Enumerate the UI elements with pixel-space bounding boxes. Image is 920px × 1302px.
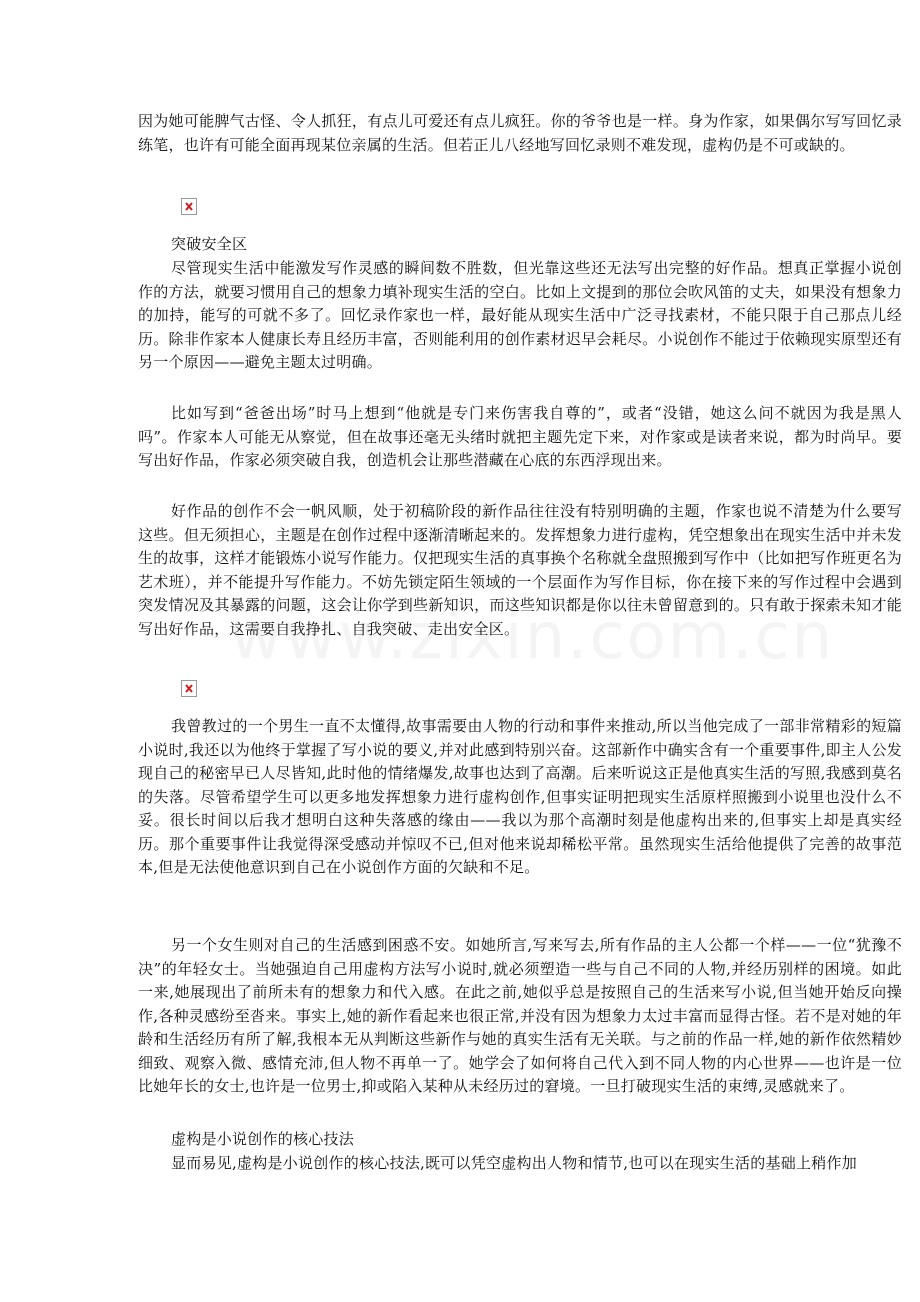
paragraph-example: 比如写到“爸爸出场”时马上想到“他就是专门来伤害我自尊的”，或者“没错，她这么问不就因为我是黑人吗”。作家本人可能无从察觉，但在故事还毫无头绪时就把主题先定下来，对作家或是读者来说，都为时尚早。要写出好作品，作家必须突破自我，创造机会让那些潜藏在心底的东西浮现出来。 [138,404,902,469]
paragraph-fiction-core: 显而易见,虚构是小说创作的核心技法,既可以凭空虚构出人物和情节,也可以在现实生活的基础上稍作加 [171,1154,858,1172]
paragraph-male-student: 我曾教过的一个男生一直不太懂得,故事需要由人物的行动和事件来推动,所以当他完成了一部非常精彩的短篇小说时,我还以为他终于掌握了写小说的要义,并对此感到特别兴奋。这部新作中确实含有一个重要事件,即主人公发现自己的秘密早已人尽皆知,此时他的情绪爆发,故事也达到了高潮。后来听说这正是他真实生活的写照,我感到莫名的失落。尽管希望学生可以更多地发挥想象力进行虚构创作,但事实证明把现实生活原样照搬到小说里也没什么不妥。很长时间以后我才想明白这种失落感的缘由——我以为那个高潮时刻是他虚构出来的,但事实上却是真实经历。那个重要事件让我觉得深受感动并惊叹不已,但对他来说却稀松平常。虽然现实生活给他提供了完善的故事范本,但是无法使他意识到自己在小说创作方面的欠缺和不足。 [138,717,902,876]
paragraph-female-student: 另一个女生则对自己的生活感到困惑不安。如她所言,写来写去,所有作品的主人公都一个样——一位“犹豫不决”的年轻女士。当她强迫自己用虚构方法写小说时,就必须塑造一些与自己不同的人物,并经历别样的困境。如此一来,她展现出了前所未有的想象力和代入感。在此之前,她似乎总是按照自己的生活来写小说,但当她开始反向操作,各种灵感纷至沓来。事实上,她的新作看起来也很正常,并没有因为想象力太过丰富而显得古怪。若不是对她的年龄和生活经历有所了解,我根本无从判断这些新作与她的真实生活有无关联。与之前的作品一样,她的新作依然精妙细致、观察入微、感情充沛,但人物不再单一了。她学会了如何将自己代入到不同人物的内心世界——也许是一位比她年长的女士,也许是一位男士,抑或陷入某种从未经历过的窘境。一旦打破现实生活的束缚,灵感就来了。 [138,936,902,1095]
paragraph-intro: 因为她可能脾气古怪、令人抓狂，有点儿可爱还有点儿疯狂。你的爷爷也是一样。身为作家，如果偶尔写写回忆录练笔，也许有可能全面再现某位亲属的生活。但若正儿八经地写回忆录则不难发现，虚构仍是不可或缺的。 [138,112,902,154]
broken-image-icon [181,198,197,215]
paragraph-breakthrough: 尽管现实生活中能激发写作灵感的瞬间数不胜数，但光靠这些还无法写出完整的好作品。想真正掌握小说创作的方法，就要习惯用自己的想象力填补现实生活的空白。比如上文提到的那位会吹风笛的丈夫，如果没有想象力的加持，能写的可就不多了。回忆录作家也一样，最好能从现实生活中广泛寻找素材，不能只限于自己那点儿经历。除非作家本人健康长寿且经历丰富，否则能利用的创作素材迟早会耗尽。小说创作不能过于依赖现实原型还有另一个原因——避免主题太过明确。 [138,259,902,371]
section-heading-breakthrough: 突破安全区 [171,235,248,253]
section-heading-fiction-core: 虚构是小说创作的核心技法 [171,1130,355,1148]
broken-image-icon [181,680,197,697]
paragraph-good-work: 好作品的创作不会一帆风顺，处于初稿阶段的新作品往往没有特别明确的主题，作家也说不清楚为什么要写这些。但无须担心，主题是在创作过程中逐渐清晰起来的。发挥想象力进行虚构，凭空想象出在现实生活中并未发生的故事，这样才能锻炼小说写作能力。仅把现实生活的真事换个名称就全盘照搬到写作中（比如把写作班更名为艺术班），并不能提升写作能力。不妨先锁定陌生领域的一个层面作为写作目标，你在接下来的写作过程中会遇到突发情况及其暴露的问题，这会让你学到些新知识，而这些知识都是你以往未曾留意到的。只有敢于探索未知才能写出好作品，这需要自我挣扎、自我突破、走出安全区。 [138,502,902,638]
